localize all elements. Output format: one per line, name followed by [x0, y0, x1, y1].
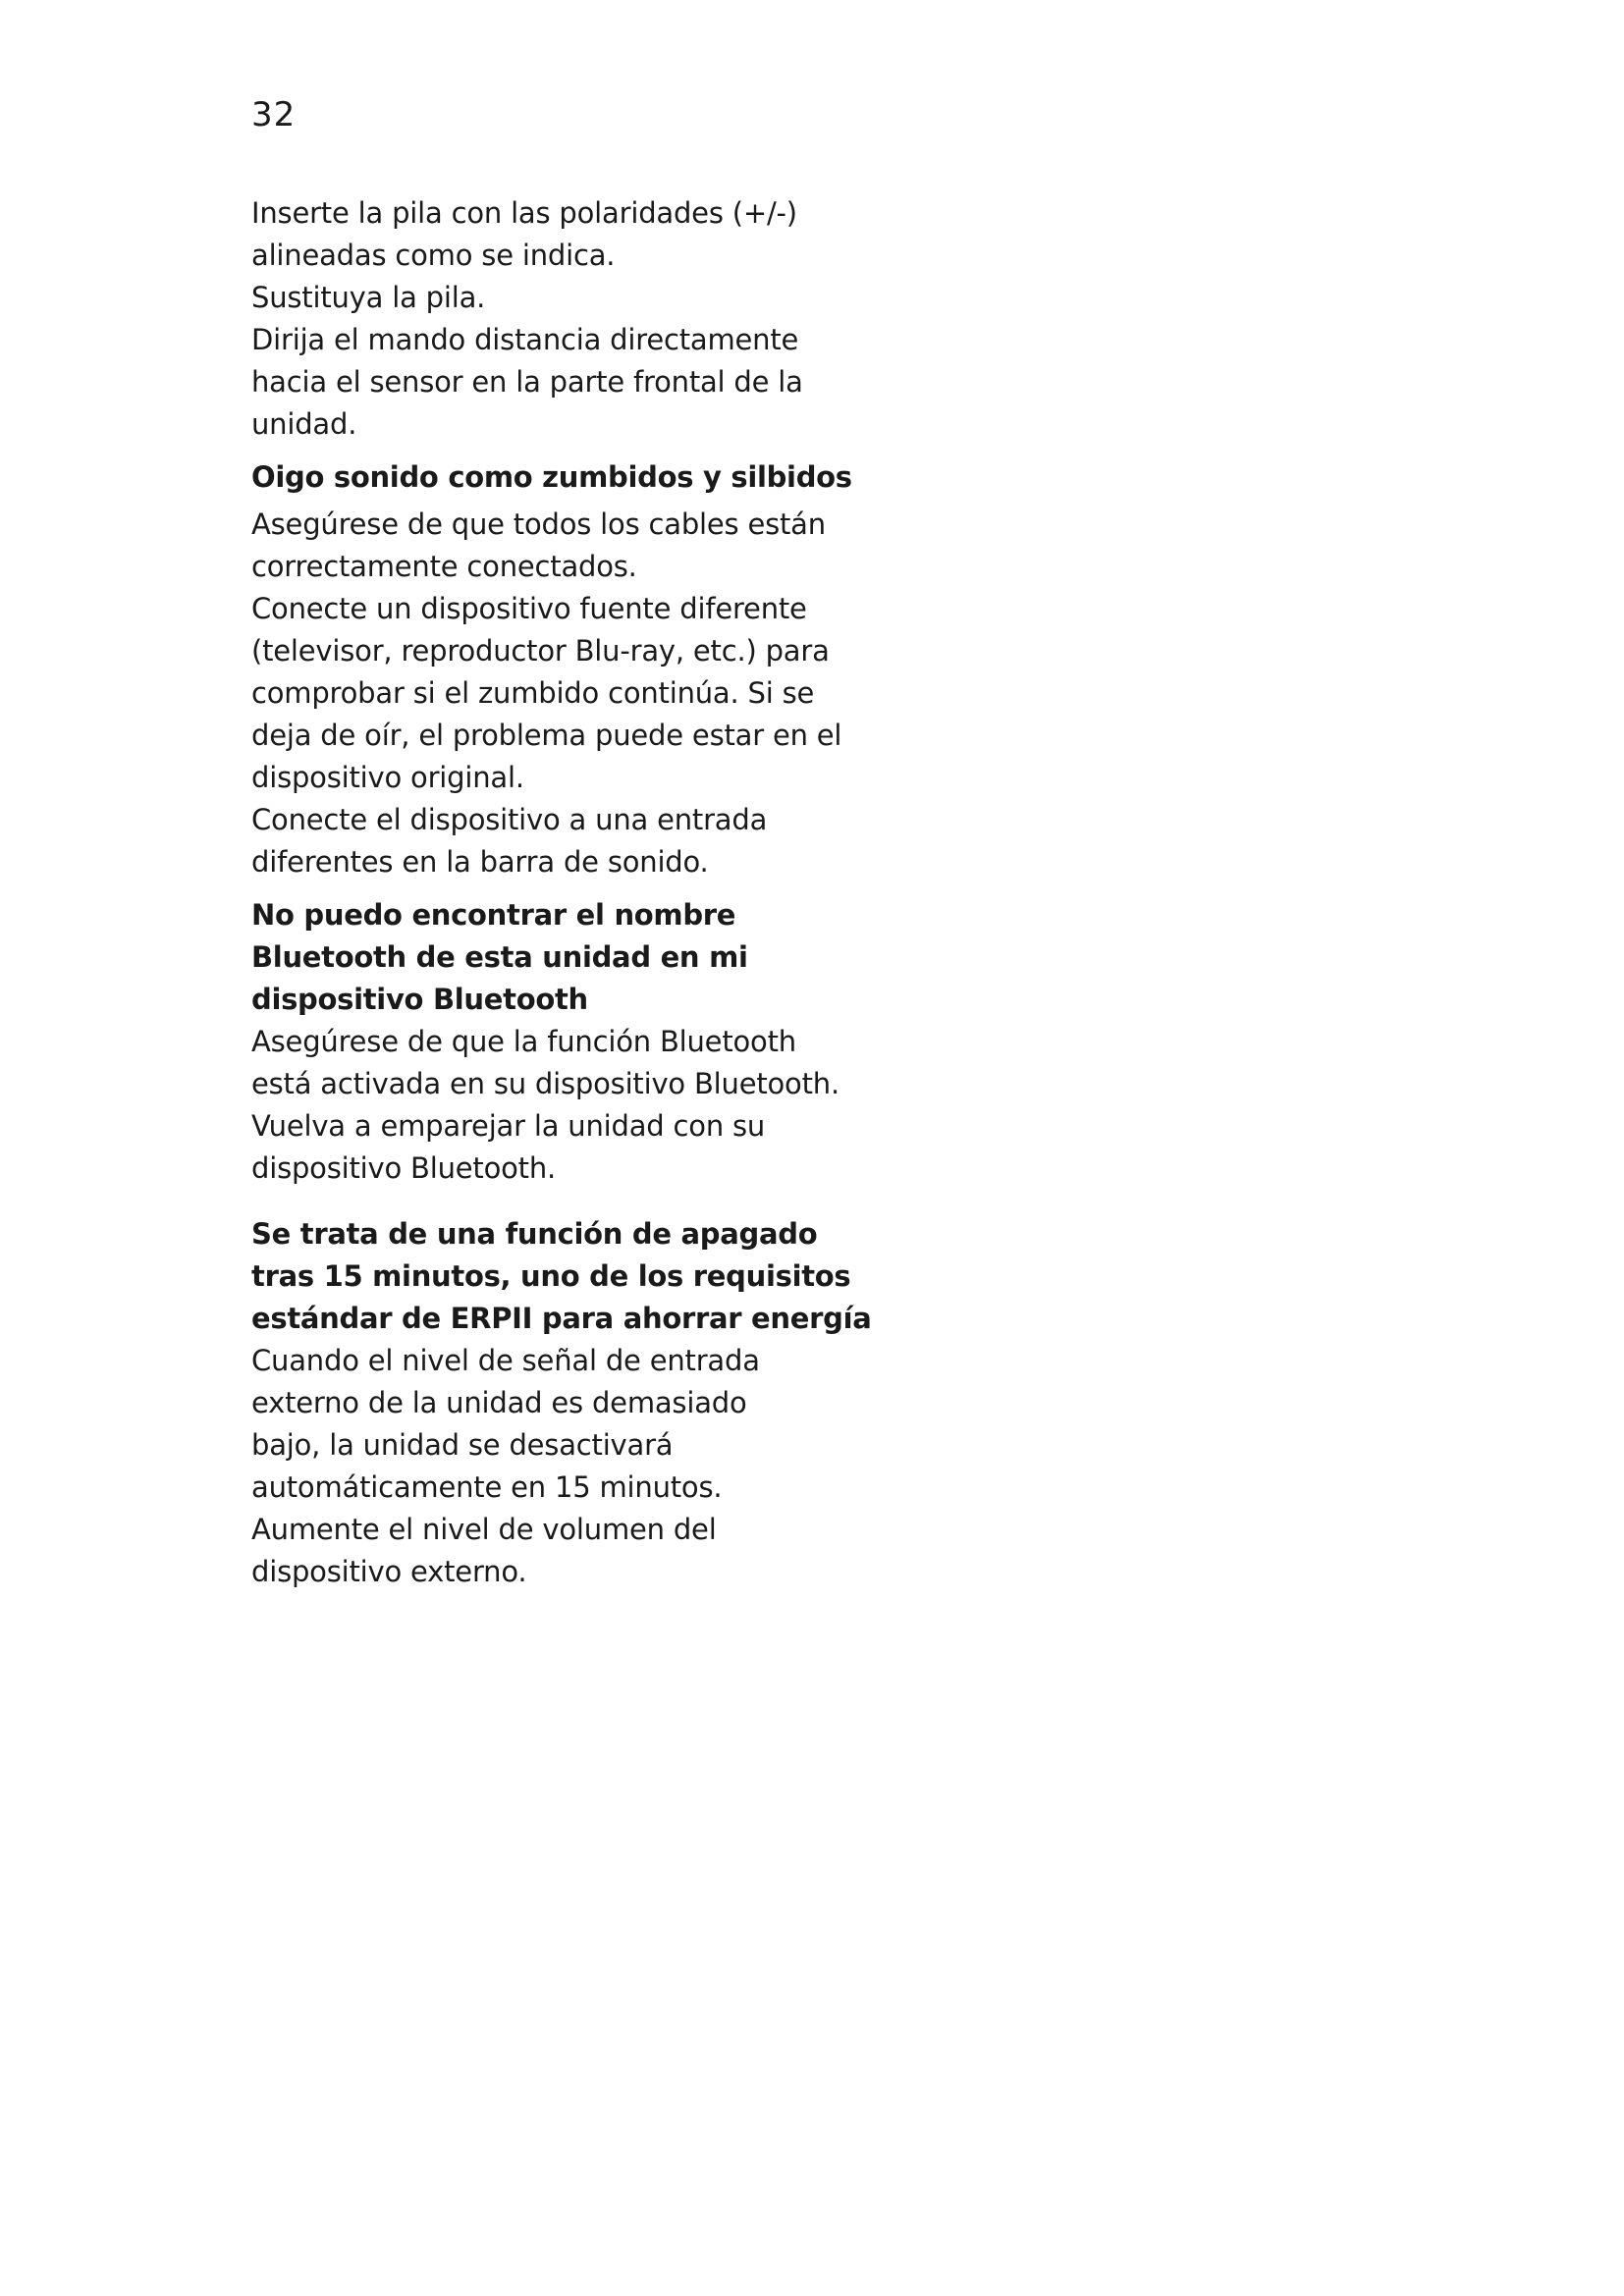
body-line: Cuando el nivel de señal de entrada [251, 1344, 760, 1377]
section-body [251, 192, 860, 446]
section-heading [251, 1213, 872, 1340]
troubleshooting-content [251, 192, 872, 1593]
section-buzzing-sound [251, 456, 860, 883]
section-heading [251, 456, 860, 499]
body-line: Aumente el nivel de volumen del [251, 1513, 717, 1546]
heading-line: Bluetooth de esta unidad en mi [251, 940, 748, 974]
body-line: Inserte la pila con las polaridades (+/-) [251, 196, 797, 230]
body-line: Sustituya la pila. [251, 281, 486, 314]
body-line: Asegúrese de que la función Bluetooth [251, 1025, 796, 1058]
body-line: dispositivo Bluetooth. [251, 1151, 557, 1185]
body-line: hacia el sensor en la parte frontal de la [251, 365, 803, 399]
body-line: Vuelva a emparejar la unidad con su [251, 1109, 766, 1143]
section-body [251, 1340, 860, 1593]
body-line: dispositivo original. [251, 761, 524, 794]
section-remote-battery [251, 192, 860, 446]
heading-line: dispositivo Bluetooth [251, 983, 588, 1016]
section-bluetooth-name [251, 894, 860, 1190]
body-line: externo de la unidad es demasiado [251, 1386, 747, 1419]
body-line: alineadas como se indica. [251, 239, 616, 272]
body-line: (televisor, reproductor Blu-ray, etc.) para [251, 634, 830, 667]
body-line: unidad. [251, 407, 357, 441]
body-line: deja de oír, el problema puede estar en el [251, 719, 842, 752]
body-line: comprobar si el zumbido continúa. Si se [251, 676, 815, 710]
heading-line: Se trata de una función de apagado [251, 1217, 818, 1251]
page-number: 32 [251, 95, 297, 134]
heading-line: Oigo sonido como zumbidos y silbidos [251, 460, 852, 494]
body-line: está activada en su dispositivo Bluetooth. [251, 1067, 839, 1100]
section-heading [251, 894, 860, 1021]
body-line: Dirija el mando distancia directamente [251, 323, 799, 356]
body-line: Conecte el dispositivo a una entrada [251, 803, 768, 836]
body-line: Asegúrese de que todos los cables están [251, 507, 826, 541]
heading-line: No puedo encontrar el nombre [251, 898, 736, 932]
section-body [251, 1021, 860, 1190]
body-line: dispositivo externo. [251, 1555, 527, 1588]
body-line: bajo, la unidad se desactivará [251, 1428, 674, 1462]
heading-line: estándar de ERPII para ahorrar energía [251, 1302, 872, 1335]
body-line: correctamente conectados. [251, 550, 637, 583]
section-auto-standby [251, 1213, 872, 1593]
body-line: automáticamente en 15 minutos. [251, 1470, 723, 1504]
body-line: diferentes en la barra de sonido. [251, 845, 709, 879]
body-line: Conecte un dispositivo fuente diferente [251, 592, 807, 625]
section-body [251, 504, 860, 883]
heading-line: tras 15 minutos, uno de los requisitos [251, 1259, 851, 1293]
